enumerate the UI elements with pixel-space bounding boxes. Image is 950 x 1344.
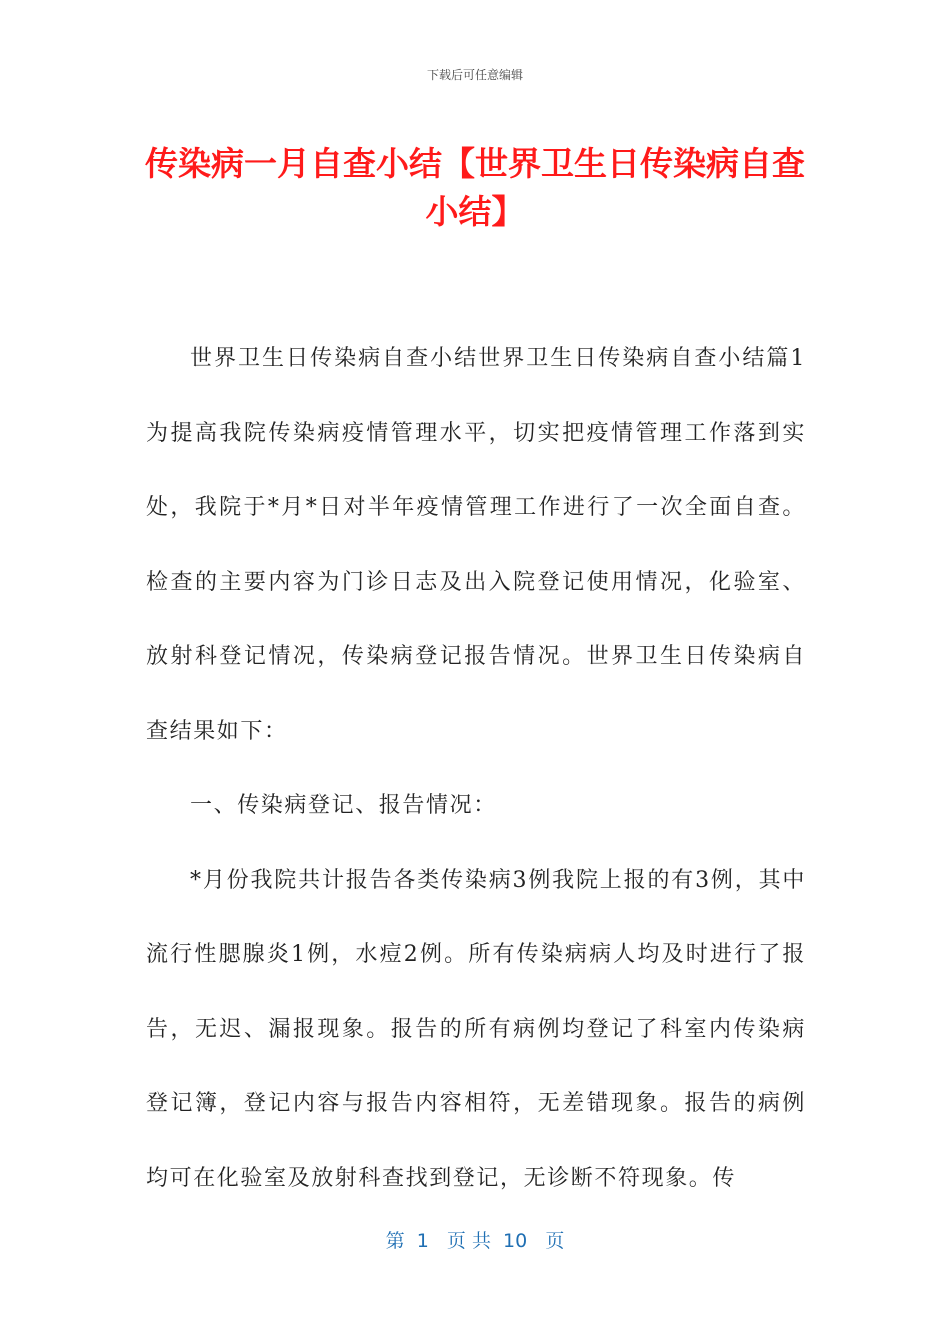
document-title: 传染病一月自查小结【世界卫生日传染病自查小结】 xyxy=(145,144,805,231)
header-note: 下载后可任意编辑 xyxy=(426,68,523,82)
paragraph-section-heading: 一、传染病登记、报告情况： xyxy=(190,793,497,818)
document-body xyxy=(146,322,806,1216)
page-footer: 第 1 页 共 10 页 xyxy=(385,1230,565,1252)
paragraph-report-details: *月份我院共计报告各类传染病3例我院上报的有3例，其中流行性腮腺炎1例，水痘2例。所有传染病病人均及时进行了报告，无迟、漏报现象。报告的所有病例均登记了科室内传染病登记簿，登记内容与报告内容相符，无差错现象。报告的病例均可在化验室及放射科查找到登记，无诊断不符现象。传 xyxy=(146,867,806,1191)
paragraph-intro: 世界卫生日传染病自查小结世界卫生日传染病自查小结篇1为提高我院传染病疫情管理水平，切实把疫情管理工作落到实处，我院于*月*日对半年疫情管理工作进行了一次全面自查。检查的主要内容为门诊日志及出入院登记使用情况，化验室、放射科登记情况，传染病登记报告情况。世界卫生日传染病自查结果如下： xyxy=(146,346,806,744)
